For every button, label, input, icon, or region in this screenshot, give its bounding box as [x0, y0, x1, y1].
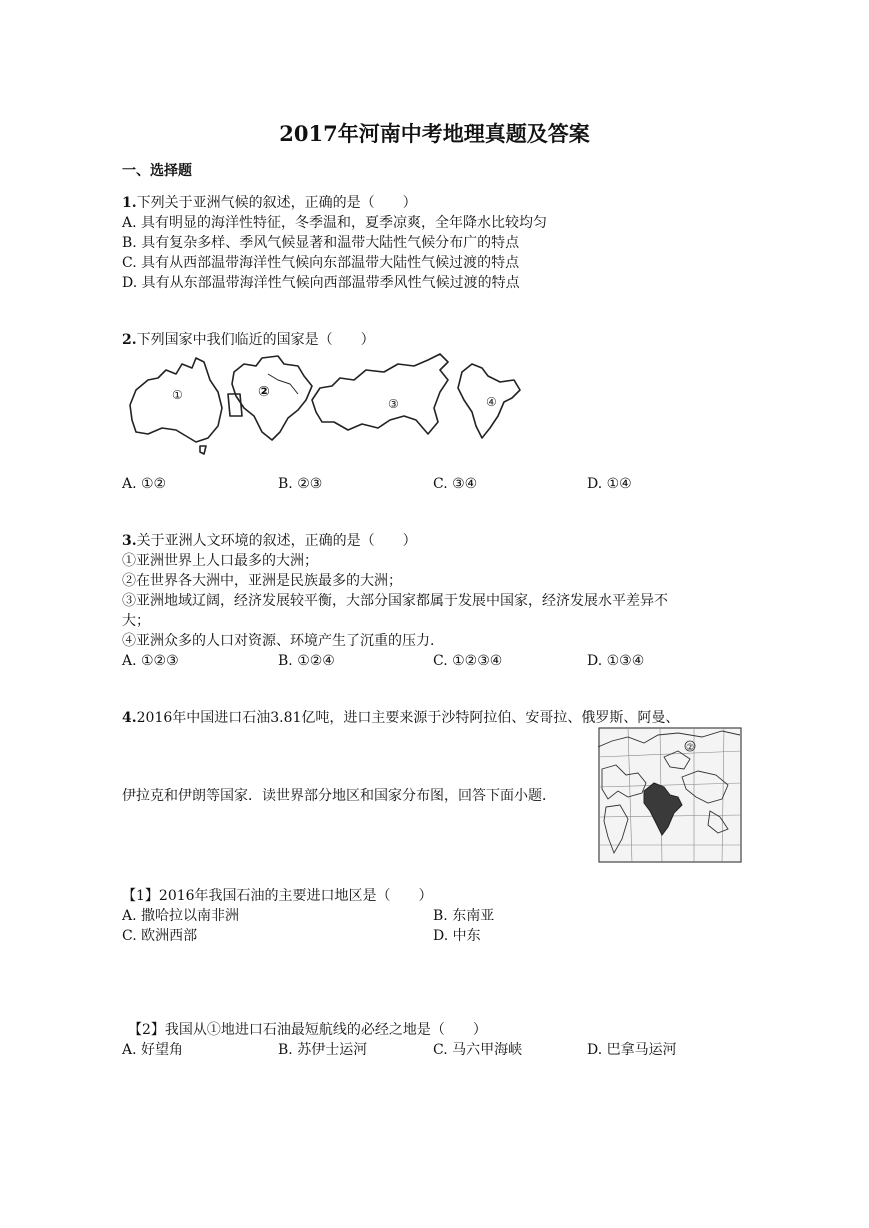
- question-number: 4.: [122, 710, 137, 726]
- india-map: [458, 364, 520, 438]
- map-label-4: ④: [486, 395, 497, 409]
- subquestion-2-option-b[interactable]: B. 苏伊士运河: [278, 1042, 368, 1058]
- question-number: 3.: [122, 533, 137, 549]
- question-1-stem: [122, 193, 417, 213]
- subquestion-1-stem: 【1】2016年我国石油的主要进口地区是（ ）: [122, 888, 433, 904]
- question-3-item-3: ③亚洲地域辽阔，经济发展较平衡，大部分国家都属于发展中国家，经济发展水平差异不: [122, 593, 668, 609]
- page-title: 2017年河南中考地理真题及答案: [279, 121, 590, 146]
- question-1-option-a[interactable]: A. 具有明显的海洋性特征，冬季温和，夏季凉爽，全年降水比较均匀: [122, 215, 548, 231]
- subquestion-1-option-a[interactable]: A. 撒哈拉以南非洲: [122, 908, 240, 924]
- map-label-3: ③: [388, 397, 399, 411]
- question-2-option-b[interactable]: B. ②③: [278, 476, 323, 492]
- subquestion-2-option-a[interactable]: A. 好望角: [122, 1042, 184, 1058]
- question-3-item-4: ④亚洲众多的人口对资源、环境产生了沉重的压力.: [122, 633, 435, 649]
- question-2-stem: [122, 330, 375, 350]
- australia-map: [130, 358, 222, 454]
- question-3-stem: [122, 531, 417, 551]
- subquestion-1-option-d[interactable]: D. 中东: [433, 928, 481, 944]
- question-4-stem-cont: 伊拉克和伊朗等国家．读世界部分地区和国家分布图，回答下面小题．: [122, 788, 556, 804]
- question-3-option-a[interactable]: A. ①②③: [122, 653, 179, 669]
- question-3-item-3-cont: 大；: [122, 613, 150, 629]
- question-3-item-1: ①亚洲世界上人口最多的大洲；: [122, 553, 318, 569]
- russia-map: [312, 354, 448, 434]
- question-3-option-b[interactable]: B. ①②④: [278, 653, 335, 669]
- subquestion-2-option-c[interactable]: C. 马六甲海峡: [433, 1042, 523, 1058]
- question-3-option-c[interactable]: C. ①②③④: [433, 653, 503, 669]
- question-2-option-c[interactable]: C. ③④: [433, 476, 478, 492]
- question-text: 2016年中国进口石油3.81亿吨，进口主要来源于沙特阿拉伯、安哥拉、俄罗斯、阿曼、: [136, 710, 680, 726]
- subquestion-1-option-c[interactable]: C. 欧洲西部: [122, 928, 198, 944]
- section-heading: 一、选择题: [122, 163, 192, 179]
- subquestion-2-stem: 【2】我国从①地进口石油最短航线的必经之地是（ ）: [128, 1022, 487, 1038]
- question-text: 关于亚洲人文环境的叙述，正确的是（ ）: [136, 533, 417, 549]
- question-2-option-d[interactable]: D. ①④: [587, 476, 632, 492]
- question-1-option-d[interactable]: D. 具有从东部温带海洋性气候向西部温带季风性气候过渡的特点: [122, 275, 520, 291]
- map-label-2: ②: [258, 384, 270, 400]
- question-3-option-d[interactable]: D. ①③④: [587, 653, 645, 669]
- question-3-item-2: ②在世界各大洲中，亚洲是民族最多的大洲；: [122, 573, 402, 589]
- middle-east-map: [228, 356, 312, 440]
- question-text: 下列国家中我们临近的国家是（ ）: [136, 332, 375, 348]
- map-label-1: ①: [172, 388, 183, 402]
- world-map-label-2: ②: [686, 743, 695, 753]
- question-1-option-b[interactable]: B. 具有复杂多样、季风气候显著和温带大陆性气候分布广的特点: [122, 235, 520, 251]
- question-text: 下列关于亚洲气候的叙述，正确的是（ ）: [136, 195, 417, 211]
- world-region-map: [598, 727, 742, 863]
- question-4-stem: [122, 708, 679, 728]
- question-1-option-c[interactable]: C. 具有从西部温带海洋性气候向东部温带大陆性气候过渡的特点: [122, 255, 520, 271]
- subquestion-2-option-d[interactable]: D. 巴拿马运河: [587, 1042, 677, 1058]
- country-outline-maps: [122, 350, 522, 460]
- subquestion-1-option-b[interactable]: B. 东南亚: [433, 908, 495, 924]
- question-2-option-a[interactable]: A. ①②: [122, 476, 167, 492]
- question-number: 1.: [122, 195, 137, 211]
- question-number: 2.: [122, 332, 137, 348]
